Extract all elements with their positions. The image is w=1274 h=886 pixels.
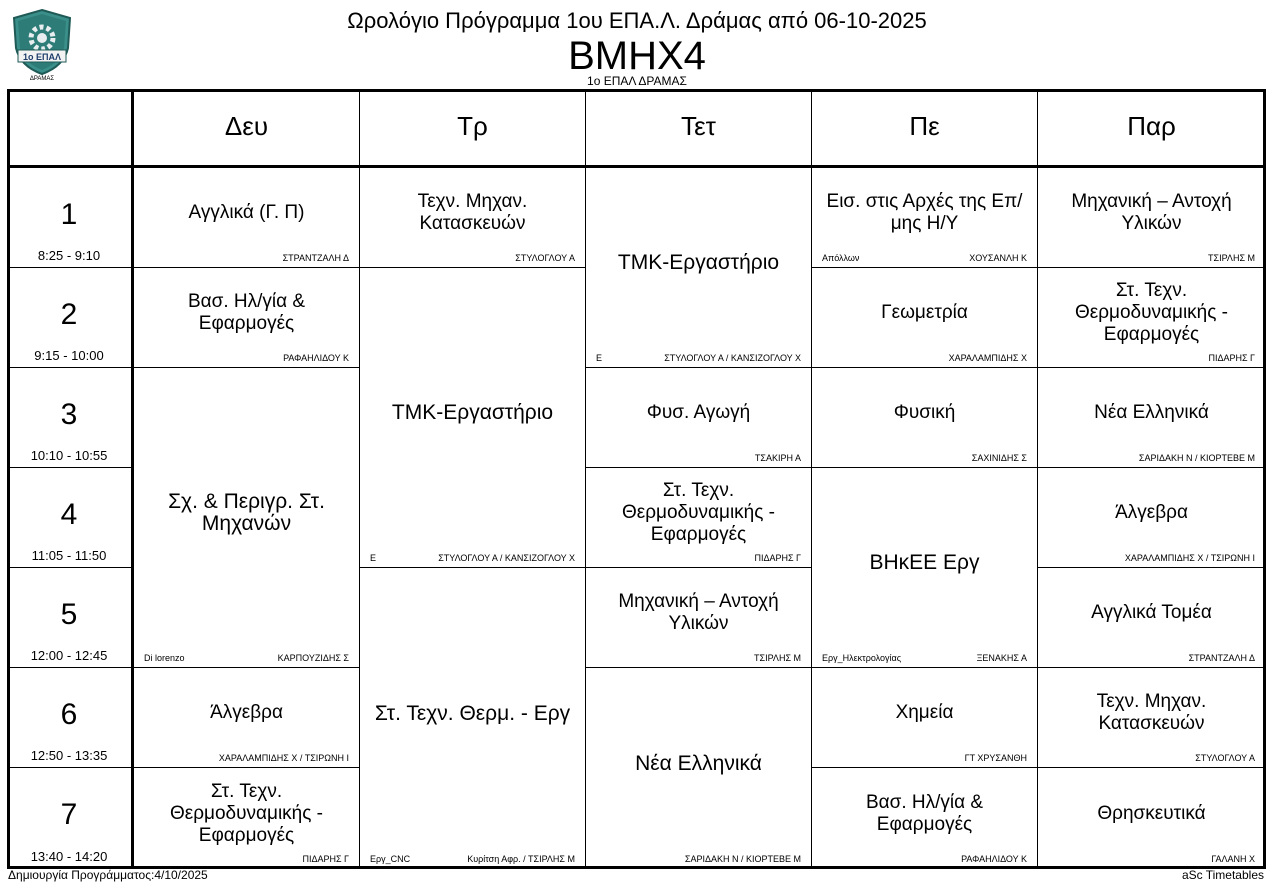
lesson-subject: ΒΗκΕΕ Εργ — [869, 551, 980, 574]
period-number: 1 — [60, 198, 78, 231]
period-number: 2 — [60, 298, 78, 331]
lesson-teacher: ΣΤΡΑΝΤΖΑΛΗ Δ — [1188, 653, 1255, 663]
lesson-cell[interactable] — [134, 168, 360, 268]
lesson-subject: Αγγλικά (Γ. Π) — [188, 202, 305, 223]
logo-text: 1ο ΕΠΑΛ — [22, 52, 62, 62]
day-header — [812, 89, 1038, 168]
lesson-teacher: ΡΑΦΑΗΛΙΔΟΥ Κ — [961, 854, 1027, 864]
lesson-subject: Βασ. Ηλ/γία & Εφαρμογές — [187, 291, 306, 334]
lesson-room: Ε — [370, 553, 377, 563]
lesson-teacher: ΠΙΔΑΡΗΣ Γ — [1208, 353, 1255, 363]
lesson-teacher: ΧΑΡΑΛΑΜΠΙΔΗΣ Χ — [948, 353, 1027, 363]
created-date: Δημιουργία Προγράμματος:4/10/2025 — [8, 868, 208, 882]
lesson-cell[interactable] — [1038, 268, 1266, 368]
lesson-subject: Στ. Τεχν. Θερμοδυναμικής - Εφαρμογές — [1074, 280, 1229, 345]
period-time: 13:40 - 14:20 — [30, 849, 108, 864]
lesson-cell[interactable] — [134, 368, 360, 668]
lesson-subject: Τεχν. Μηχαν. Κατασκευών — [417, 191, 528, 234]
lesson-teacher: ΡΑΦΑΗΛΙΔΟΥ Κ — [283, 353, 349, 363]
lesson-teacher: ΧΑΡΑΛΑΜΠΙΔΗΣ Χ / ΤΣΙΡΩΝΗ Ι — [218, 753, 349, 763]
lesson-cell[interactable] — [360, 168, 586, 268]
lesson-cell[interactable] — [812, 468, 1038, 668]
generator-label: aSc Timetables — [1181, 868, 1264, 882]
lesson-room: Εργ_Ηλεκτρολογίας — [822, 653, 902, 663]
lesson-room: Εργ_CNC — [370, 854, 411, 864]
day-label: Παρ — [1127, 111, 1176, 141]
lesson-subject: Μηχανική – Αντοχή Υλικών — [618, 591, 779, 634]
lesson-subject: Νέα Ελληνικά — [635, 751, 762, 775]
day-label: Πε — [909, 111, 940, 141]
period-header — [7, 368, 134, 468]
period-number: 4 — [60, 498, 78, 531]
corner-cell — [7, 89, 134, 168]
lesson-room: Ε — [596, 353, 603, 363]
lesson-room: Di lorenzo — [144, 653, 185, 663]
lesson-cell[interactable] — [360, 568, 586, 869]
lesson-subject: Νέα Ελληνικά — [1094, 402, 1209, 423]
lesson-teacher: ΧΟΥΣΑΝΛΗ Κ — [969, 253, 1027, 263]
period-number: 6 — [60, 698, 78, 731]
period-number: 3 — [60, 398, 78, 431]
lesson-cell[interactable] — [586, 468, 812, 568]
lesson-teacher: ΤΣΙΡΛΗΣ Μ — [1208, 253, 1255, 263]
lesson-teacher: ΤΣΑΚΙΡΗ Α — [754, 453, 801, 463]
lesson-teacher: ΣΤΡΑΝΤΖΑΛΗ Δ — [282, 253, 349, 263]
lesson-cell[interactable] — [1038, 468, 1266, 568]
lesson-cell[interactable] — [586, 168, 812, 368]
lesson-subject: Σχ. & Περιγρ. Στ. Μηχανών — [168, 490, 325, 535]
period-time: 9:15 - 10:00 — [34, 348, 104, 363]
period-number: 7 — [60, 798, 78, 831]
lesson-subject: Αγγλικά Τομέα — [1091, 602, 1212, 623]
school-name: 1ο ΕΠΑΛ ΔΡΑΜΑΣ — [587, 74, 687, 88]
lesson-cell[interactable] — [134, 668, 360, 768]
period-header — [7, 268, 134, 368]
lesson-cell[interactable] — [1038, 168, 1266, 268]
period-time: 8:25 - 9:10 — [37, 248, 101, 263]
lesson-teacher: ΣΑΡΙΔΑΚΗ Ν / ΚΙΟΡΤΕΒΕ Μ — [684, 854, 801, 864]
class-name: ΒΜΗΧ4 — [568, 34, 706, 78]
lesson-cell[interactable] — [812, 268, 1038, 368]
lesson-cell[interactable] — [134, 768, 360, 869]
period-header — [7, 468, 134, 568]
lesson-cell[interactable] — [586, 668, 812, 869]
lesson-teacher: ΣΤΥΛΟΓΛΟΥ Α — [1195, 753, 1255, 763]
lesson-subject: Στ. Τεχν. Θερμ. - Εργ — [374, 701, 571, 725]
period-time: 10:10 - 10:55 — [30, 448, 108, 463]
period-header — [7, 768, 134, 869]
lesson-subject: ΤΜΚ-Εργαστήριο — [617, 251, 780, 274]
day-label: Δευ — [224, 111, 269, 141]
lesson-subject: Στ. Τεχν. Θερμοδυναμικής - Εφαρμογές — [169, 780, 324, 846]
lesson-teacher: ΤΣΙΡΛΗΣ Μ — [754, 653, 801, 663]
lesson-cell[interactable] — [812, 168, 1038, 268]
lesson-teacher: ΓΤ ΧΡΥΣΑΝΘΗ — [964, 753, 1027, 763]
day-header — [134, 89, 360, 168]
lesson-subject: Βασ. Ηλ/γία & Εφαρμογές — [865, 791, 984, 835]
lesson-cell[interactable] — [812, 668, 1038, 768]
period-time: 12:00 - 12:45 — [30, 648, 108, 663]
lesson-subject: Θρησκευτικά — [1097, 802, 1206, 824]
lesson-cell[interactable] — [586, 368, 812, 468]
day-label: Τρ — [457, 111, 488, 141]
lesson-teacher: ΠΙΔΑΡΗΣ Γ — [302, 854, 349, 864]
lesson-subject: Στ. Τεχν. Θερμοδυναμικής - Εφαρμογές — [621, 480, 776, 545]
lesson-cell[interactable] — [134, 268, 360, 368]
timetable-grid — [7, 89, 1266, 869]
lesson-subject: Άλγεβρα — [210, 702, 283, 723]
period-header — [7, 168, 134, 268]
period-header — [7, 568, 134, 668]
day-header — [360, 89, 586, 168]
lesson-teacher: ΣΤΥΛΟΓΛΟΥ Α / ΚΑΝΣΙΖΟΓΛΟΥ Χ — [664, 353, 801, 363]
lesson-subject: Μηχανική – Αντοχή Υλικών — [1071, 191, 1232, 234]
lesson-teacher: ΠΙΔΑΡΗΣ Γ — [754, 553, 801, 563]
lesson-teacher: ΣΑΧΙΝΙΔΗΣ Σ — [971, 453, 1027, 463]
period-time: 11:05 - 11:50 — [31, 548, 107, 563]
period-number: 5 — [60, 598, 78, 631]
lesson-teacher: ΧΑΡΑΛΑΜΠΙΔΗΣ Χ / ΤΣΙΡΩΝΗ Ι — [1124, 553, 1255, 563]
lesson-subject: Γεωμετρία — [881, 302, 968, 323]
lesson-subject: Φυσική — [893, 402, 956, 423]
lesson-teacher: ΓΑΛΑΝΗ Χ — [1211, 854, 1255, 864]
day-header — [586, 89, 812, 168]
lesson-cell[interactable] — [1038, 668, 1266, 768]
lesson-room: Απόλλων — [822, 253, 860, 263]
day-header — [1038, 89, 1266, 168]
lesson-cell[interactable] — [586, 568, 812, 668]
lesson-teacher: ΣΑΡΙΔΑΚΗ Ν / ΚΙΟΡΤΕΒΕ Μ — [1138, 453, 1255, 463]
lesson-subject: Φυσ. Αγωγή — [646, 402, 751, 423]
timetable-title: Ωρολόγιο Πρόγραμμα 1ου ΕΠΑ.Λ. Δράμας από 06-10-2025 — [347, 8, 927, 33]
period-header — [7, 668, 134, 768]
day-label: Τετ — [681, 111, 716, 141]
period-time: 12:50 - 13:35 — [30, 748, 108, 763]
lesson-cell[interactable] — [1038, 368, 1266, 468]
lesson-subject: Άλγεβρα — [1115, 502, 1188, 523]
lesson-subject: Χημεία — [895, 702, 954, 723]
lesson-cell[interactable] — [1038, 768, 1266, 869]
lesson-teacher: ΣΤΥΛΟΓΛΟΥ Α — [515, 253, 575, 263]
lesson-teacher: Κυρίτση Αφρ. / ΤΣΙΡΛΗΣ Μ — [467, 854, 575, 864]
lesson-subject: Εισ. στις Αρχές της Επ/μης Η/Υ — [826, 191, 1023, 234]
lesson-teacher: ΞΕΝΑΚΗΣ Α — [976, 653, 1027, 663]
logo-subtext: ΔΡΑΜΑΣ — [29, 76, 55, 82]
lesson-subject: Τεχν. Μηχαν. Κατασκευών — [1096, 691, 1207, 734]
lesson-cell[interactable] — [812, 368, 1038, 468]
lesson-teacher: ΣΤΥΛΟΓΛΟΥ Α / ΚΑΝΣΙΖΟΓΛΟΥ Χ — [438, 553, 575, 563]
lesson-cell[interactable] — [1038, 568, 1266, 668]
lesson-subject: ΤΜΚ-Εργαστήριο — [391, 401, 554, 424]
lesson-cell[interactable] — [812, 768, 1038, 869]
lesson-cell[interactable] — [360, 268, 586, 568]
lesson-teacher: ΚΑΡΠΟΥΖΙΔΗΣ Σ — [277, 653, 349, 663]
